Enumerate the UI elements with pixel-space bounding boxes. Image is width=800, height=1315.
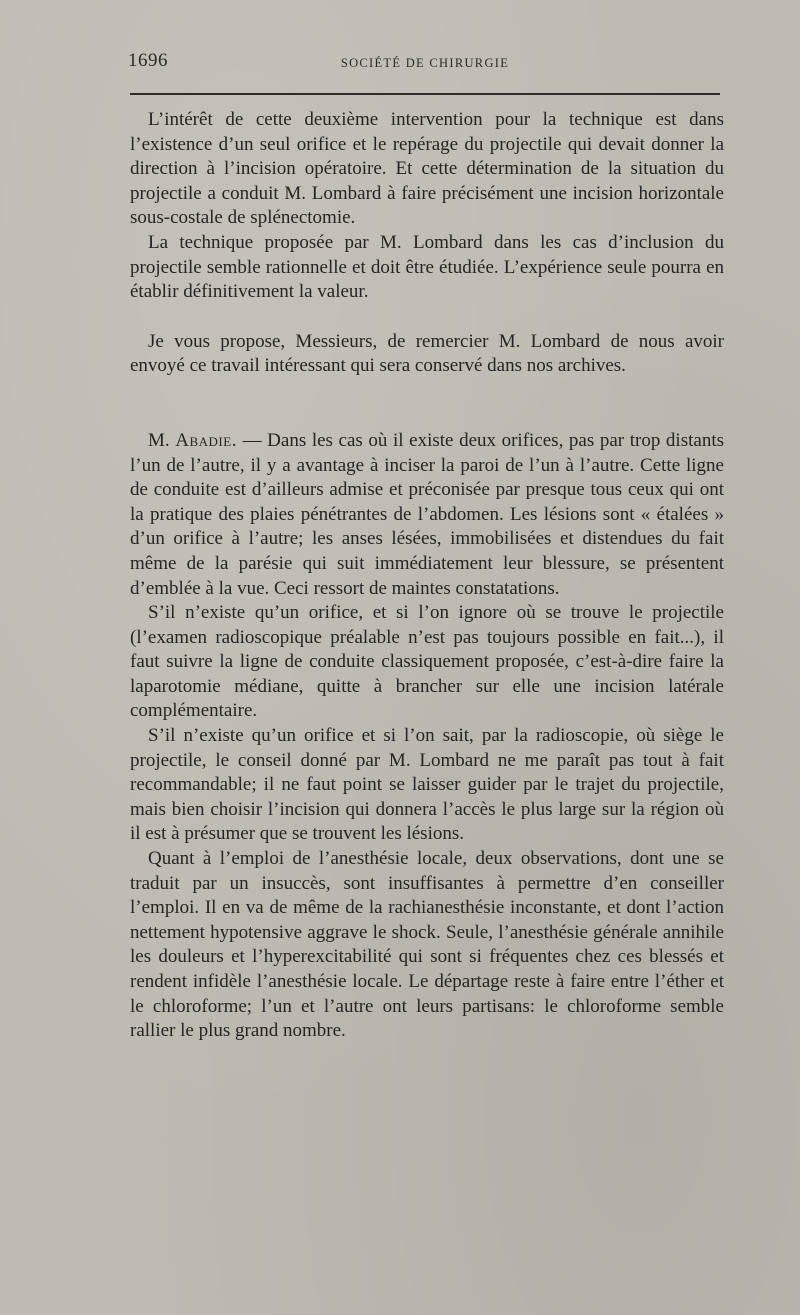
paragraph-technique-proposal: La technique proposée par M. Lombard dans les cas d’inclusion du projectile semble rationnelle et doit être étudiée. L’expérience seule pourra en établir définitivement la valeur. — [130, 231, 724, 303]
paragraph-intervention-interest: L’intérêt de cette deuxième intervention pour la technique est dans l’existence d’un seul orifice et le repérage du projectile qui devait donner la direction à l’incision opératoire. Et cette détermination de la situation du projectile a conduit M. Lombard à faire précisément une incision horizontale sous-costale de splénectomie. — [130, 109, 724, 229]
body-text — [130, 108, 724, 1044]
speaker-prefix: M. — [148, 429, 176, 451]
paragraph-abadie-two-orifices — [130, 429, 724, 601]
page-header — [128, 50, 722, 74]
paragraph-abadie-text: — Dans les cas où il existe deux orifices, pas par trop distants l’un de l’autre, il y a avantage à inciser la paroi de l’un à l’autre. Cette ligne de conduite est d’ailleurs admise et préconisée par presque tous ceux qui ont la pratique des plaies pénétrantes de l’abdomen. Les lésions sont « étalées » d’un orifice à l’autre; les anses lésées, immobilisées et distendues du fait même de la parésie qui suit immédiatement leur blessure, se présentent d’emblée à la vue. Ceci ressort de maintes constatations. — [130, 429, 724, 599]
page-number: 1696 — [128, 50, 168, 71]
header-rule — [130, 93, 720, 95]
section-gap — [130, 379, 724, 429]
speaker-name: Abadie. — [175, 429, 237, 451]
running-head: SOCIÉTÉ DE CHIRURGIE — [340, 56, 510, 70]
paragraph-anesthesia: Quant à l’emploi de l’anesthésie locale, deux observations, dont une se traduit par un insuccès, sont insuffisantes à permettre d’en conseiller l’emploi. Il en va de même de la rachianesthésie inconstante, et dont l’action nettement hypotensive aggrave le shock. Seule, l’anesthésie générale annihile les douleurs et l’hyperexcitabilité qui sont si fréquentes chez ces blessés et rendent infidèle l’anesthésie locale. Le départage reste à faire entre l’éther et le chloroforme; l’un et l’autre ont leurs partisans: le chloroforme semble rallier le plus grand nombre. — [130, 848, 724, 1042]
paragraph-single-orifice-unknown: S’il n’existe qu’un orifice, et si l’on ignore où se trouve le projectile (l’examen radioscopique préalable n’est pas toujours possible en fait...), il faut suivre la ligne de conduite classiquement proposée, c’est-à-dire faire la laparotomie médiane, quitte à brancher sur elle une incision latérale complémentaire. — [130, 602, 724, 722]
paragraph-gap — [130, 305, 724, 330]
paragraph-thanks: Je vous propose, Messieurs, de remercier M. Lombard de nous avoir envoyé ce travail intéressant qui sera conservé dans nos archives. — [130, 330, 724, 377]
paragraph-single-orifice-known: S’il n’existe qu’un orifice et si l’on sait, par la radioscopie, où siège le projectile, le conseil donné par M. Lombard ne me paraît pas tout à fait recommandable; il ne faut point se laisser guider par le trajet du projectile, mais bien choisir l’incision qui donnera l’accès le plus large sur la région où il est à présumer que se trouvent les lésions. — [130, 725, 724, 845]
